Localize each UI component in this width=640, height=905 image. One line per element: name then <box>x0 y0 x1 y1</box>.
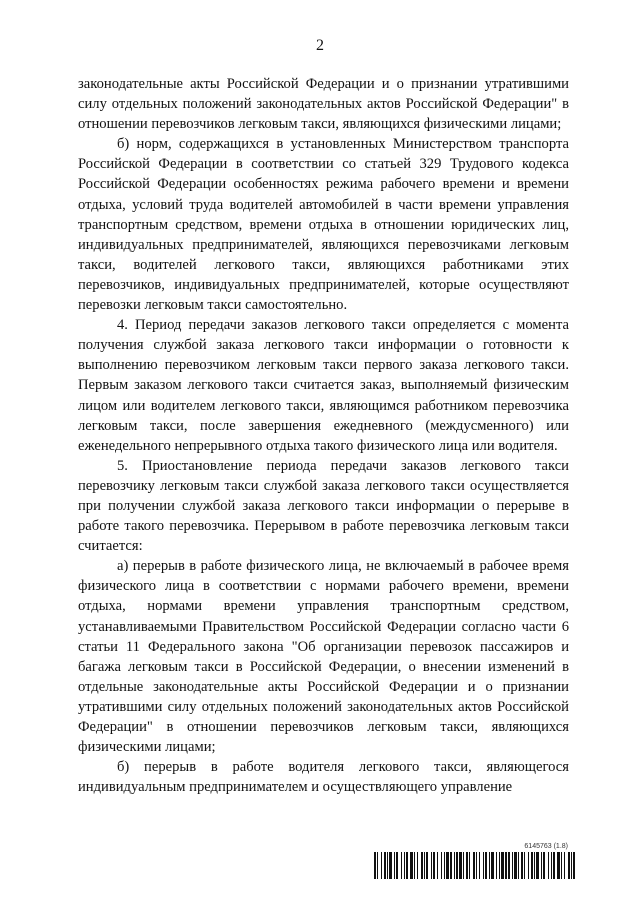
paragraph-item-4: 4. Период передачи заказов легкового такси определяется с момента получения службой заказа легкового такси информации о готовности к выполнению перевозчиком легковым такси первого заказа легкового такси. Первым заказом легкового такси считается заказ, выполняемый физическим лицом или водителем легкового такси, являющимся работником перевозчика легковым такси, после завершения ежедневного (междусменного) или еженедельного непрерывного отдыха такого физического лица или водителя. <box>78 317 569 454</box>
paragraph-clause-b-break: б) перерыв в работе водителя легкового такси, являющегося индивидуальным предпринимателем и осуществляющего управление <box>78 759 569 796</box>
page-number: 2 <box>316 37 324 54</box>
document-code: 6145763 (1.8) <box>524 843 568 850</box>
document-body <box>78 74 569 797</box>
paragraph-item-5: 5. Приостановление периода передачи заказов легкового такси перевозчику легковым такси службой заказа легкового такси осуществляется при получении службой заказа легкового такси информации о перерыве в работе такого перевозчика. Перерывом в работе перевозчика легковым такси считается: <box>78 457 569 555</box>
paragraph-clause-a-break: а) перерыв в работе физического лица, не включаемый в рабочее время физического лица в соответствии с нормами рабочего времени, времени отдыха, нормами времени управления транспортным средством, устанавливаемыми Правительством Российской Федерации согласно части 6 статьи 11 Федерального закона "Об организации перевозок пассажиров и багажа легковым такси в Российской Федерации, о внесении изменений в отдельные законодательные акты Российской Федерации и о признании утратившими силу отдельных положений законодательных актов Российской Федерации" в отношении перевозчиков легковым такси, являющихся физическими лицами; <box>78 558 569 756</box>
paragraph-clause-b-norms: б) норм, содержащихся в установленных Министерством транспорта Российской Федерации в соответствии со статьей 329 Трудового кодекса Российской Федерации особенностях режима рабочего времени и времени отдыха, условий труда водителей автомобилей в части времени управления транспортным средством, времени отдыха в отношении юридических лиц, индивидуальных предпринимателей, являющихся перевозчиками легковым такси, водителей легкового такси, являющихся работниками этих перевозчиков, индивидуальных предпринимателей, которые осуществляют перевозки легковым такси самостоятельно. <box>78 136 569 314</box>
paragraph-continuation: законодательные акты Российской Федерации и о признании утратившими силу отдельных положений законодательных актов Российской Федерации" в отношении перевозчиков легковым такси, являющихся физическими лицами; <box>78 76 569 133</box>
barcode-image <box>374 852 578 879</box>
